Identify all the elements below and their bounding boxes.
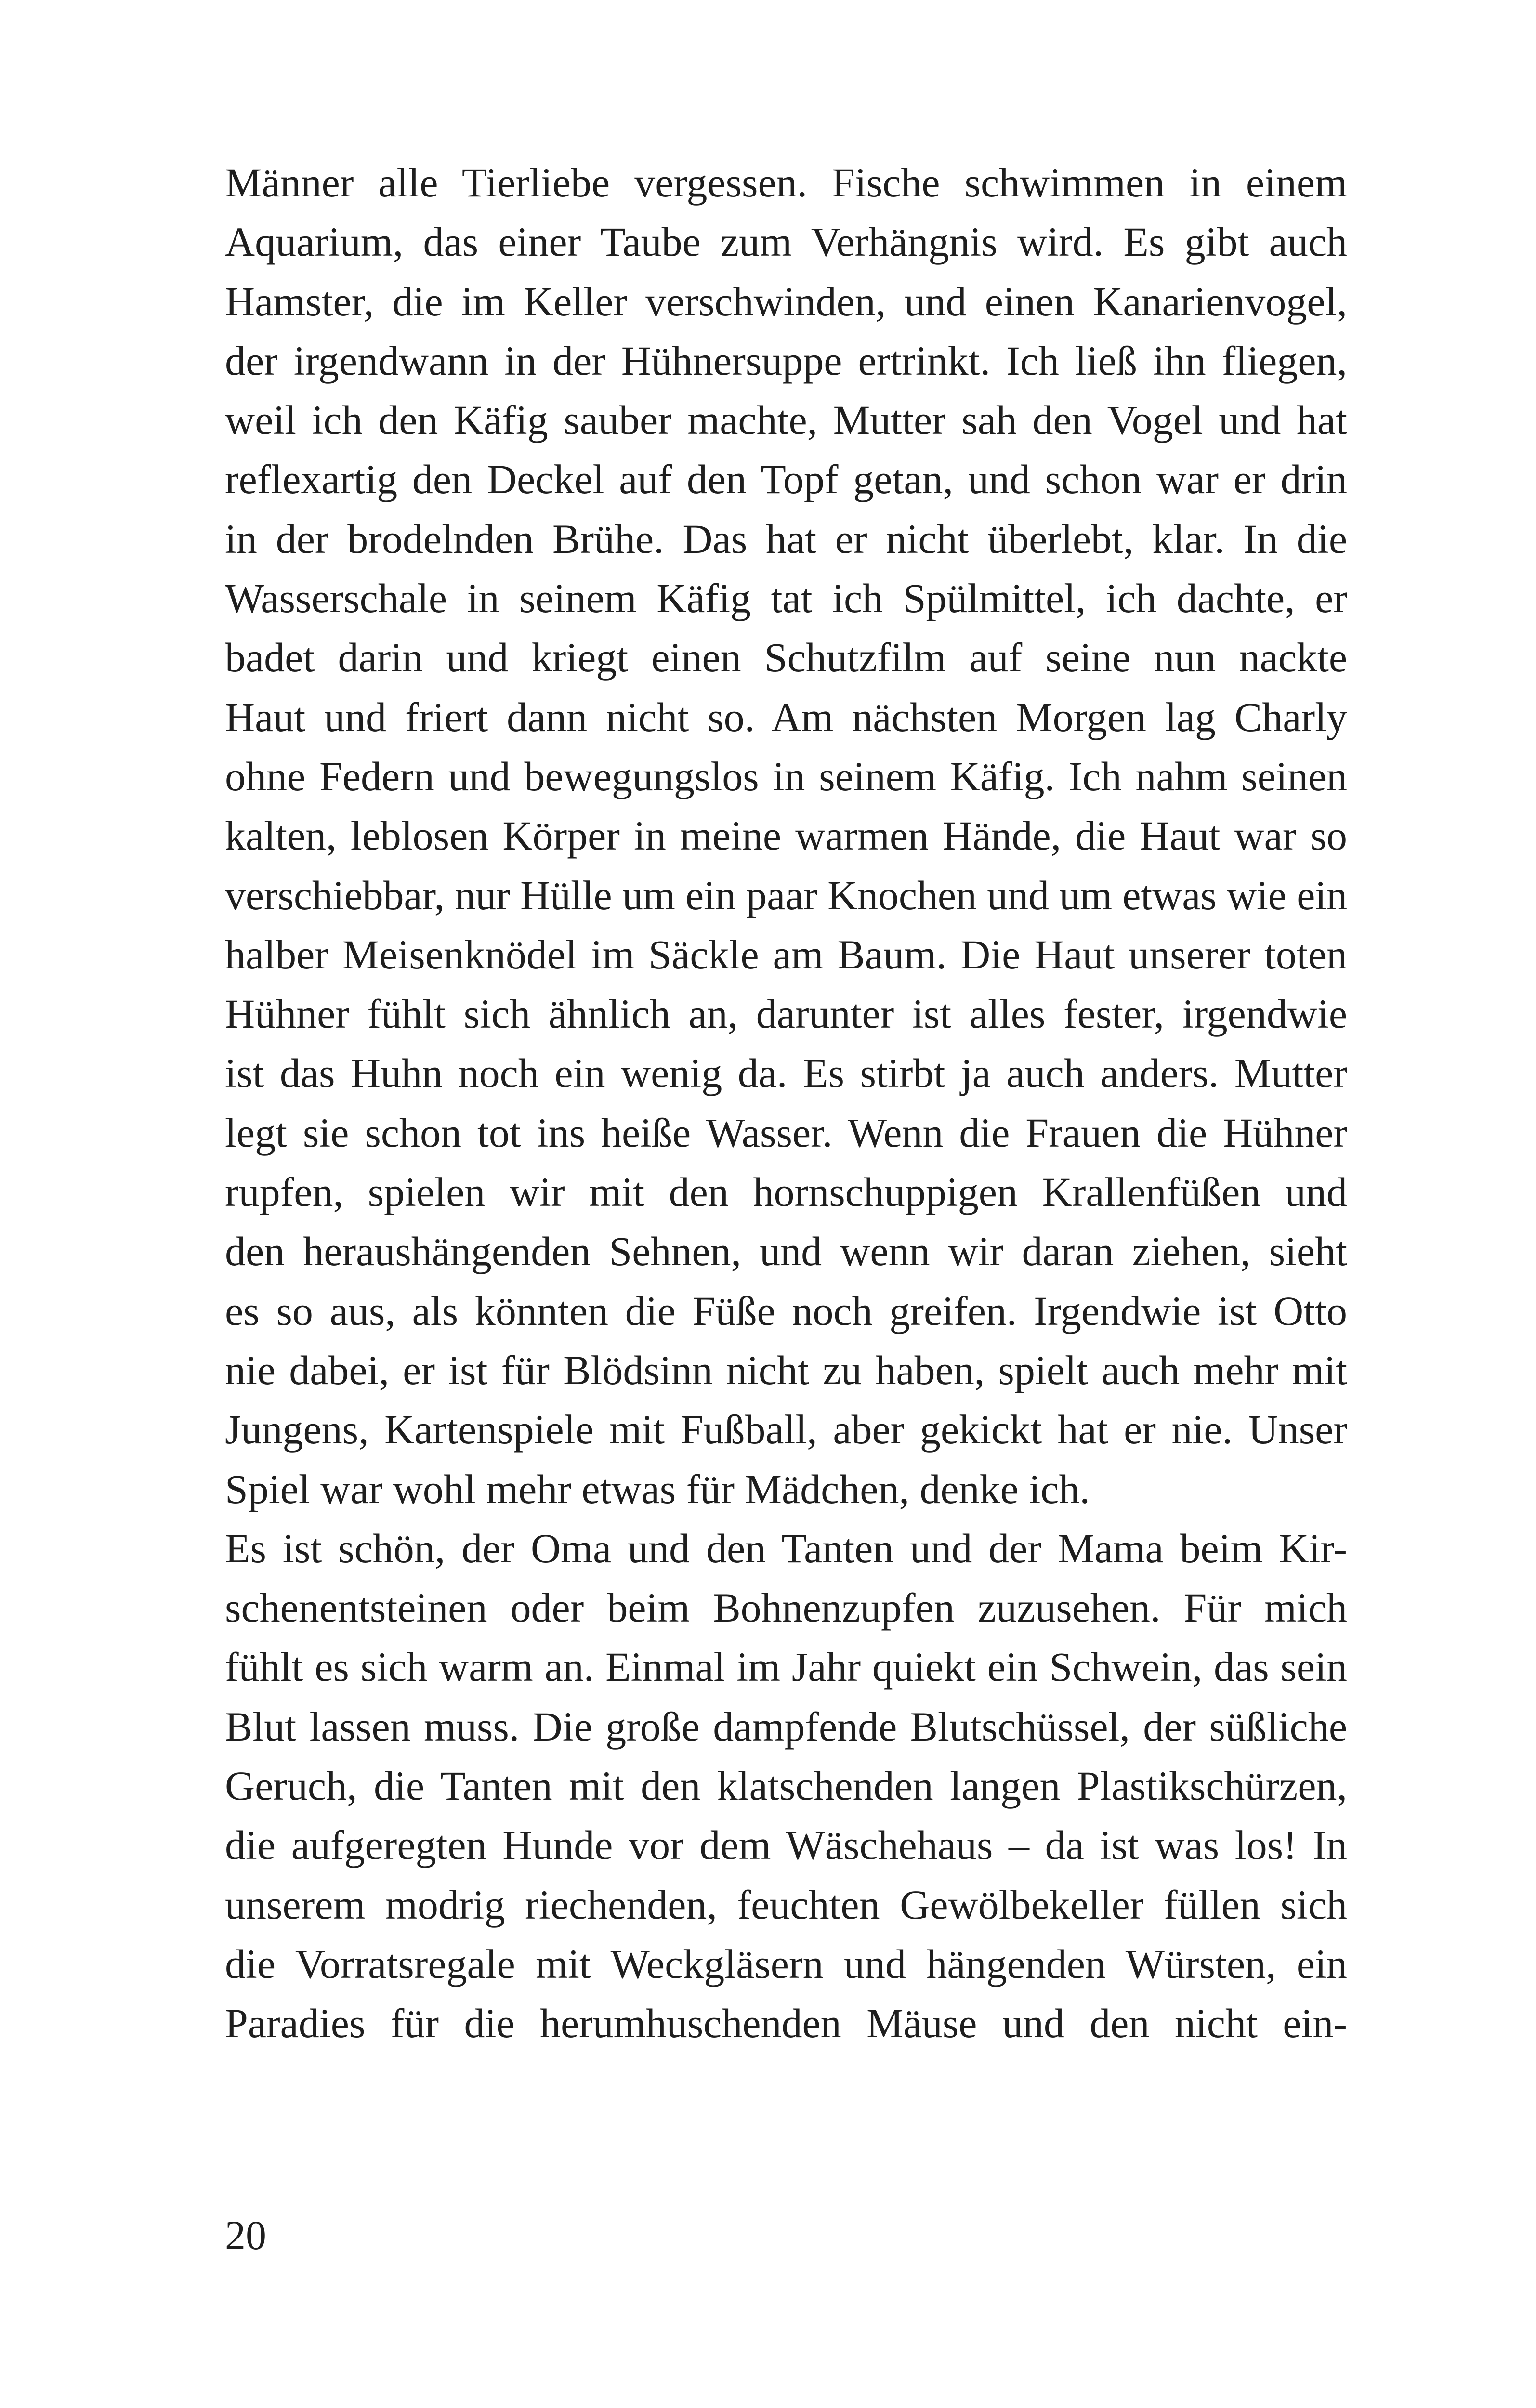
text-line: badet darin und kriegt einen Schutzfilm auf seine nun nackte	[225, 634, 1347, 681]
text-line: es so aus, als könnten die Füße noch greifen. Irgendwie ist Otto	[225, 1287, 1347, 1334]
text-line: Wasserschale in seinem Käfig tat ich Spülmittel, ich dachte, er	[225, 575, 1347, 622]
text-line: den heraushängenden Sehnen, und wenn wir daran ziehen, sieht	[225, 1228, 1347, 1275]
text-line: Spiel war wohl mehr etwas für Mädchen, denke ich.	[225, 1466, 1090, 1512]
text-line: fühlt es sich warm an. Einmal im Jahr quiekt ein Schwein, das sein	[225, 1644, 1347, 1690]
text-line: Es ist schön, der Oma und den Tanten und der Mama beim Kir-	[225, 1525, 1347, 1571]
text-line: Aquarium, das einer Taube zum Verhängnis wird. Es gibt auch	[225, 219, 1347, 265]
paragraph-2	[225, 1519, 1347, 2054]
page-number: 20	[225, 2212, 266, 2258]
text-line: Männer alle Tierliebe vergessen. Fische schwimmen in einem	[225, 159, 1347, 206]
body-text	[225, 153, 1347, 2054]
text-line: reflexartig den Deckel auf den Topf getan, und schon war er drin	[225, 456, 1347, 503]
text-line: ist das Huhn noch ein wenig da. Es stirbt ja auch anders. Mutter	[225, 1050, 1347, 1097]
text-line: verschiebbar, nur Hülle um ein paar Knochen und um etwas wie ein	[225, 872, 1347, 918]
text-line: Haut und friert dann nicht so. Am nächsten Morgen lag Charly	[225, 694, 1347, 740]
text-line: schenentsteinen oder beim Bohnenzupfen zuzusehen. Für mich	[225, 1584, 1347, 1631]
text-line: die aufgeregten Hunde vor dem Wäschehaus – da ist was los! In	[225, 1822, 1347, 1869]
text-line: unserem modrig riechenden, feuchten Gewölbekeller füllen sich	[225, 1881, 1347, 1928]
text-line: in der brodelnden Brühe. Das hat er nicht überlebt, klar. In die	[225, 515, 1347, 562]
text-line: rupfen, spielen wir mit den hornschuppigen Krallenfüßen und	[225, 1169, 1347, 1216]
text-line: nie dabei, er ist für Blödsinn nicht zu haben, spielt auch mehr mit	[225, 1347, 1347, 1393]
text-line: Hühner fühlt sich ähnlich an, darunter ist alles fester, irgendwie	[225, 991, 1347, 1037]
text-line: weil ich den Käfig sauber machte, Mutter sah den Vogel und hat	[225, 397, 1347, 444]
text-line: kalten, leblosen Körper in meine warmen Hände, die Haut war so	[225, 812, 1347, 859]
paragraph-1	[225, 153, 1347, 1519]
text-line: Jungens, Kartenspiele mit Fußball, aber gekickt hat er nie. Unser	[225, 1406, 1347, 1453]
text-line: halber Meisenknödel im Säckle am Baum. Die Haut unserer toten	[225, 931, 1347, 978]
text-line: der irgendwann in der Hühnersuppe ertrinkt. Ich ließ ihn fliegen,	[225, 337, 1347, 384]
text-line: Hamster, die im Keller verschwinden, und einen Kanarienvogel,	[225, 278, 1347, 325]
text-line: ohne Federn und bewegungslos in seinem Käfig. Ich nahm seinen	[225, 753, 1347, 799]
text-line: Blut lassen muss. Die große dampfende Blutschüssel, der süßliche	[225, 1703, 1347, 1750]
text-line: legt sie schon tot ins heiße Wasser. Wenn die Frauen die Hühner	[225, 1109, 1347, 1156]
text-line: Paradies für die herumhuschenden Mäuse und den nicht ein-	[225, 2000, 1347, 2047]
text-line: die Vorratsregale mit Weckgläsern und hängenden Würsten, ein	[225, 1940, 1347, 1987]
text-line: Geruch, die Tanten mit den klatschenden langen Plastikschürzen,	[225, 1763, 1347, 1809]
